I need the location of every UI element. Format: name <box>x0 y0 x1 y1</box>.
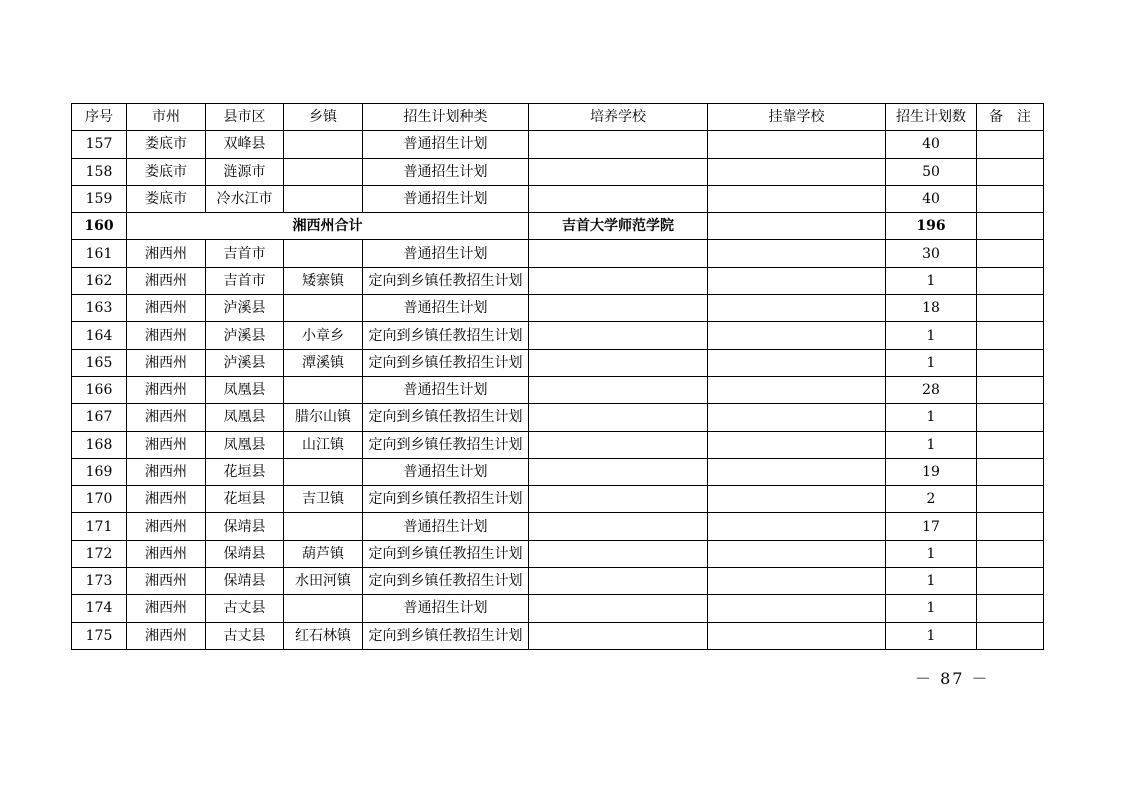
training-school-cell <box>529 540 708 567</box>
plan-count-cell: 28 <box>886 376 977 403</box>
training-school-cell <box>529 513 708 540</box>
township-cell <box>284 131 363 158</box>
header-county-district: 县市区 <box>206 104 284 131</box>
header-row <box>72 104 1044 131</box>
affiliated-school-cell <box>708 295 886 322</box>
plan-count-cell: 1 <box>886 568 977 595</box>
serial-number-cell: 168 <box>72 431 127 458</box>
county-district-cell: 泸溪县 <box>206 349 284 376</box>
serial-number-cell: 172 <box>72 540 127 567</box>
plan-count-cell: 40 <box>886 185 977 212</box>
plan-count-cell: 40 <box>886 131 977 158</box>
header-remarks: 备 注 <box>977 104 1044 131</box>
header-training-school: 培养学校 <box>529 104 708 131</box>
plan-count-cell: 1 <box>886 540 977 567</box>
township-cell: 山江镇 <box>284 431 363 458</box>
serial-number-cell: 157 <box>72 131 127 158</box>
remarks-cell <box>977 158 1044 185</box>
table-body <box>72 131 1044 650</box>
remarks-cell <box>977 622 1044 649</box>
county-district-cell: 双峰县 <box>206 131 284 158</box>
plan-count-cell: 1 <box>886 322 977 349</box>
training-school-cell <box>529 185 708 212</box>
plan-count-cell: 1 <box>886 622 977 649</box>
township-cell: 葫芦镇 <box>284 540 363 567</box>
table-row <box>72 568 1044 595</box>
county-district-cell: 保靖县 <box>206 540 284 567</box>
table-row <box>72 595 1044 622</box>
table-row <box>72 540 1044 567</box>
remarks-cell <box>977 240 1044 267</box>
affiliated-school-cell <box>708 213 886 240</box>
plan-type-cell: 定向到乡镇任教招生计划 <box>363 322 529 349</box>
affiliated-school-cell <box>708 185 886 212</box>
city-prefecture-cell: 湘西州 <box>127 295 206 322</box>
table-row <box>72 486 1044 513</box>
county-district-cell: 保靖县 <box>206 513 284 540</box>
table-row <box>72 185 1044 212</box>
table-row <box>72 349 1044 376</box>
county-district-cell: 涟源市 <box>206 158 284 185</box>
table-row <box>72 267 1044 294</box>
remarks-cell <box>977 513 1044 540</box>
affiliated-school-cell <box>708 322 886 349</box>
plan-type-cell: 定向到乡镇任教招生计划 <box>363 267 529 294</box>
table-row <box>72 131 1044 158</box>
plan-count-cell: 1 <box>886 404 977 431</box>
township-cell: 腊尔山镇 <box>284 404 363 431</box>
remarks-cell <box>977 349 1044 376</box>
township-cell <box>284 376 363 403</box>
township-cell <box>284 458 363 485</box>
county-district-cell: 泸溪县 <box>206 322 284 349</box>
county-district-cell: 保靖县 <box>206 568 284 595</box>
plan-type-cell: 普通招生计划 <box>363 158 529 185</box>
plan-type-cell: 定向到乡镇任教招生计划 <box>363 404 529 431</box>
county-district-cell: 古丈县 <box>206 622 284 649</box>
city-prefecture-cell: 娄底市 <box>127 131 206 158</box>
affiliated-school-cell <box>708 267 886 294</box>
city-prefecture-cell: 湘西州 <box>127 431 206 458</box>
county-district-cell: 花垣县 <box>206 486 284 513</box>
township-cell: 红石林镇 <box>284 622 363 649</box>
plan-type-cell: 定向到乡镇任教招生计划 <box>363 349 529 376</box>
affiliated-school-cell <box>708 540 886 567</box>
county-district-cell: 凤凰县 <box>206 431 284 458</box>
training-school-cell <box>529 376 708 403</box>
table-row <box>72 431 1044 458</box>
subtotal-label-cell: 湘西州合计 <box>127 213 529 240</box>
city-prefecture-cell: 娄底市 <box>127 158 206 185</box>
county-district-cell: 花垣县 <box>206 458 284 485</box>
affiliated-school-cell <box>708 595 886 622</box>
township-cell: 水田河镇 <box>284 568 363 595</box>
training-school-cell <box>529 595 708 622</box>
remarks-cell <box>977 185 1044 212</box>
plan-type-cell: 普通招生计划 <box>363 131 529 158</box>
township-cell: 吉卫镇 <box>284 486 363 513</box>
city-prefecture-cell: 湘西州 <box>127 376 206 403</box>
serial-number-cell: 170 <box>72 486 127 513</box>
remarks-cell <box>977 595 1044 622</box>
affiliated-school-cell <box>708 431 886 458</box>
table-row <box>72 295 1044 322</box>
county-district-cell: 凤凰县 <box>206 376 284 403</box>
serial-number-cell: 175 <box>72 622 127 649</box>
plan-count-cell: 50 <box>886 158 977 185</box>
training-school-cell <box>529 240 708 267</box>
plan-type-cell: 普通招生计划 <box>363 376 529 403</box>
city-prefecture-cell: 湘西州 <box>127 595 206 622</box>
city-prefecture-cell: 湘西州 <box>127 240 206 267</box>
affiliated-school-cell <box>708 568 886 595</box>
county-district-cell: 古丈县 <box>206 595 284 622</box>
plan-type-cell: 普通招生计划 <box>363 513 529 540</box>
plan-type-cell: 定向到乡镇任教招生计划 <box>363 486 529 513</box>
township-cell <box>284 185 363 212</box>
header-serial-number: 序号 <box>72 104 127 131</box>
training-school-cell <box>529 158 708 185</box>
serial-number-cell: 164 <box>72 322 127 349</box>
township-cell <box>284 595 363 622</box>
plan-type-cell: 定向到乡镇任教招生计划 <box>363 622 529 649</box>
table-row <box>72 513 1044 540</box>
table-row <box>72 240 1044 267</box>
table-row <box>72 322 1044 349</box>
training-school-cell <box>529 349 708 376</box>
plan-count-cell: 1 <box>886 595 977 622</box>
affiliated-school-cell <box>708 404 886 431</box>
serial-number-cell: 165 <box>72 349 127 376</box>
header-affiliated-school: 挂靠学校 <box>708 104 886 131</box>
serial-number-cell: 166 <box>72 376 127 403</box>
township-cell <box>284 240 363 267</box>
city-prefecture-cell: 湘西州 <box>127 349 206 376</box>
plan-type-cell: 普通招生计划 <box>363 240 529 267</box>
city-prefecture-cell: 湘西州 <box>127 513 206 540</box>
remarks-cell <box>977 267 1044 294</box>
remarks-cell <box>977 131 1044 158</box>
serial-number-cell: 160 <box>72 213 127 240</box>
training-school-cell <box>529 431 708 458</box>
table-row <box>72 458 1044 485</box>
header-city-prefecture: 市州 <box>127 104 206 131</box>
training-school-cell: 吉首大学师范学院 <box>529 213 708 240</box>
city-prefecture-cell: 湘西州 <box>127 458 206 485</box>
training-school-cell <box>529 568 708 595</box>
remarks-cell <box>977 431 1044 458</box>
city-prefecture-cell: 娄底市 <box>127 185 206 212</box>
table-header <box>72 104 1044 131</box>
serial-number-cell: 159 <box>72 185 127 212</box>
plan-type-cell: 定向到乡镇任教招生计划 <box>363 431 529 458</box>
remarks-cell <box>977 376 1044 403</box>
affiliated-school-cell <box>708 513 886 540</box>
township-cell <box>284 513 363 540</box>
remarks-cell <box>977 404 1044 431</box>
township-cell: 小章乡 <box>284 322 363 349</box>
township-cell: 矮寨镇 <box>284 267 363 294</box>
serial-number-cell: 171 <box>72 513 127 540</box>
plan-count-cell: 1 <box>886 267 977 294</box>
training-school-cell <box>529 622 708 649</box>
training-school-cell <box>529 486 708 513</box>
remarks-cell <box>977 540 1044 567</box>
subtotal-row <box>72 213 1044 240</box>
county-district-cell: 吉首市 <box>206 267 284 294</box>
plan-count-cell: 18 <box>886 295 977 322</box>
table-row <box>72 158 1044 185</box>
remarks-cell <box>977 213 1044 240</box>
city-prefecture-cell: 湘西州 <box>127 568 206 595</box>
plan-type-cell: 定向到乡镇任教招生计划 <box>363 568 529 595</box>
plan-type-cell: 普通招生计划 <box>363 295 529 322</box>
remarks-cell <box>977 486 1044 513</box>
serial-number-cell: 173 <box>72 568 127 595</box>
affiliated-school-cell <box>708 349 886 376</box>
serial-number-cell: 169 <box>72 458 127 485</box>
plan-count-cell: 30 <box>886 240 977 267</box>
city-prefecture-cell: 湘西州 <box>127 267 206 294</box>
plan-count-cell: 1 <box>886 349 977 376</box>
plan-count-cell: 196 <box>886 213 977 240</box>
training-school-cell <box>529 295 708 322</box>
county-district-cell: 吉首市 <box>206 240 284 267</box>
training-school-cell <box>529 267 708 294</box>
city-prefecture-cell: 湘西州 <box>127 486 206 513</box>
serial-number-cell: 161 <box>72 240 127 267</box>
city-prefecture-cell: 湘西州 <box>127 404 206 431</box>
page-number: － 87 － <box>915 669 990 688</box>
affiliated-school-cell <box>708 486 886 513</box>
township-cell <box>284 158 363 185</box>
serial-number-cell: 174 <box>72 595 127 622</box>
city-prefecture-cell: 湘西州 <box>127 540 206 567</box>
serial-number-cell: 158 <box>72 158 127 185</box>
county-district-cell: 冷水江市 <box>206 185 284 212</box>
township-cell: 潭溪镇 <box>284 349 363 376</box>
plan-count-cell: 1 <box>886 431 977 458</box>
header-plan-type: 招生计划种类 <box>363 104 529 131</box>
city-prefecture-cell: 湘西州 <box>127 622 206 649</box>
table-row <box>72 376 1044 403</box>
training-school-cell <box>529 322 708 349</box>
affiliated-school-cell <box>708 376 886 403</box>
remarks-cell <box>977 568 1044 595</box>
remarks-cell <box>977 458 1044 485</box>
township-cell <box>284 295 363 322</box>
affiliated-school-cell <box>708 158 886 185</box>
county-district-cell: 凤凰县 <box>206 404 284 431</box>
plan-type-cell: 普通招生计划 <box>363 458 529 485</box>
enrollment-plan-table <box>71 103 1044 650</box>
header-plan-count: 招生计划数 <box>886 104 977 131</box>
plan-type-cell: 普通招生计划 <box>363 185 529 212</box>
city-prefecture-cell: 湘西州 <box>127 322 206 349</box>
affiliated-school-cell <box>708 131 886 158</box>
affiliated-school-cell <box>708 458 886 485</box>
table-row <box>72 622 1044 649</box>
plan-count-cell: 2 <box>886 486 977 513</box>
serial-number-cell: 163 <box>72 295 127 322</box>
plan-type-cell: 普通招生计划 <box>363 595 529 622</box>
affiliated-school-cell <box>708 240 886 267</box>
remarks-cell <box>977 295 1044 322</box>
remarks-cell <box>977 322 1044 349</box>
plan-count-cell: 17 <box>886 513 977 540</box>
county-district-cell: 泸溪县 <box>206 295 284 322</box>
training-school-cell <box>529 458 708 485</box>
training-school-cell <box>529 404 708 431</box>
affiliated-school-cell <box>708 622 886 649</box>
serial-number-cell: 162 <box>72 267 127 294</box>
training-school-cell <box>529 131 708 158</box>
table-row <box>72 404 1044 431</box>
plan-type-cell: 定向到乡镇任教招生计划 <box>363 540 529 567</box>
serial-number-cell: 167 <box>72 404 127 431</box>
plan-count-cell: 19 <box>886 458 977 485</box>
header-township: 乡镇 <box>284 104 363 131</box>
